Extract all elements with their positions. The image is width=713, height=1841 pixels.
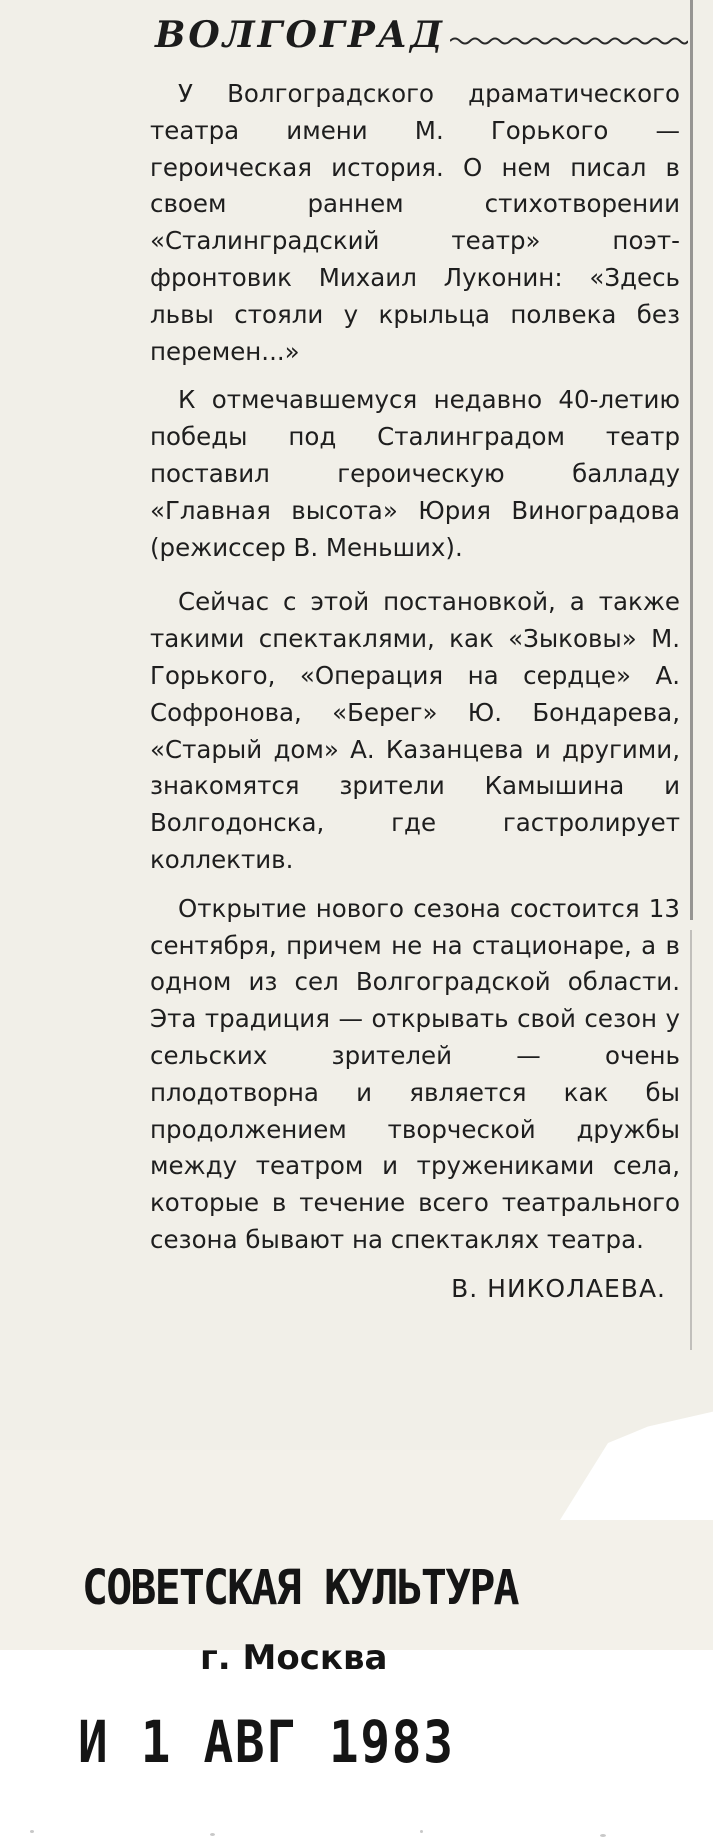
stamp-date: И 1 АВГ 1983 — [78, 1708, 455, 1776]
print-speck — [210, 1833, 215, 1836]
article-heading: ВОЛГОГРАД — [155, 14, 446, 56]
article-paragraph-2: К отмечавшемуся недавно 40-летию победы под Сталинградом театр поставил героическую балладу «Главная высота» Юрия Виноградова (режиссер В. Меньших). — [150, 385, 680, 562]
article-paragraph-4: Открытие нового сезона состоится 13 сентября, причем не на стационаре, а в одном из сел Волгоградской области. Эта традиция — открывать свой сезон у сельских зрителей — очень плодотворна и является как бы продолжением творческой дружбы между театром и тружениками села, которые в течение всего театрального сезона бывают на спектаклях театра. — [150, 893, 680, 1254]
print-speck — [600, 1834, 606, 1837]
article-body — [150, 76, 680, 1308]
article-paragraph-1: У Волгоградского драматического театра имени М. Горького — героическая история. О нем писал в своем раннем стихотворении «Сталинградский театр» поэт-фронтовик Михаил Луконин: «Здесь львы стояли у крыльца полвека без перемен...» — [150, 79, 680, 366]
column-divider-faint — [690, 930, 692, 1350]
heading-wavy-rule — [450, 36, 688, 46]
article-paragraph-3: Сейчас с этой постановкой, а также такими спектаклями, как «Зыковы» М. Горького, «Операция на сердце» А. Софронова, «Берег» Ю. Бондарева, «Старый дом» А. Казанцева и другими, знакомятся зрители Камышина и Волгодонска, где гастролирует коллектив. — [150, 587, 680, 874]
print-speck — [420, 1830, 423, 1833]
print-speck — [30, 1830, 34, 1833]
column-divider — [690, 0, 693, 920]
stamp-newspaper-name: СОВЕТСКАЯ КУЛЬТУРА — [82, 1560, 518, 1616]
author-signature: В. НИКОЛАЕВА. — [451, 1273, 666, 1303]
stamp-city: г. Москва — [200, 1638, 388, 1678]
